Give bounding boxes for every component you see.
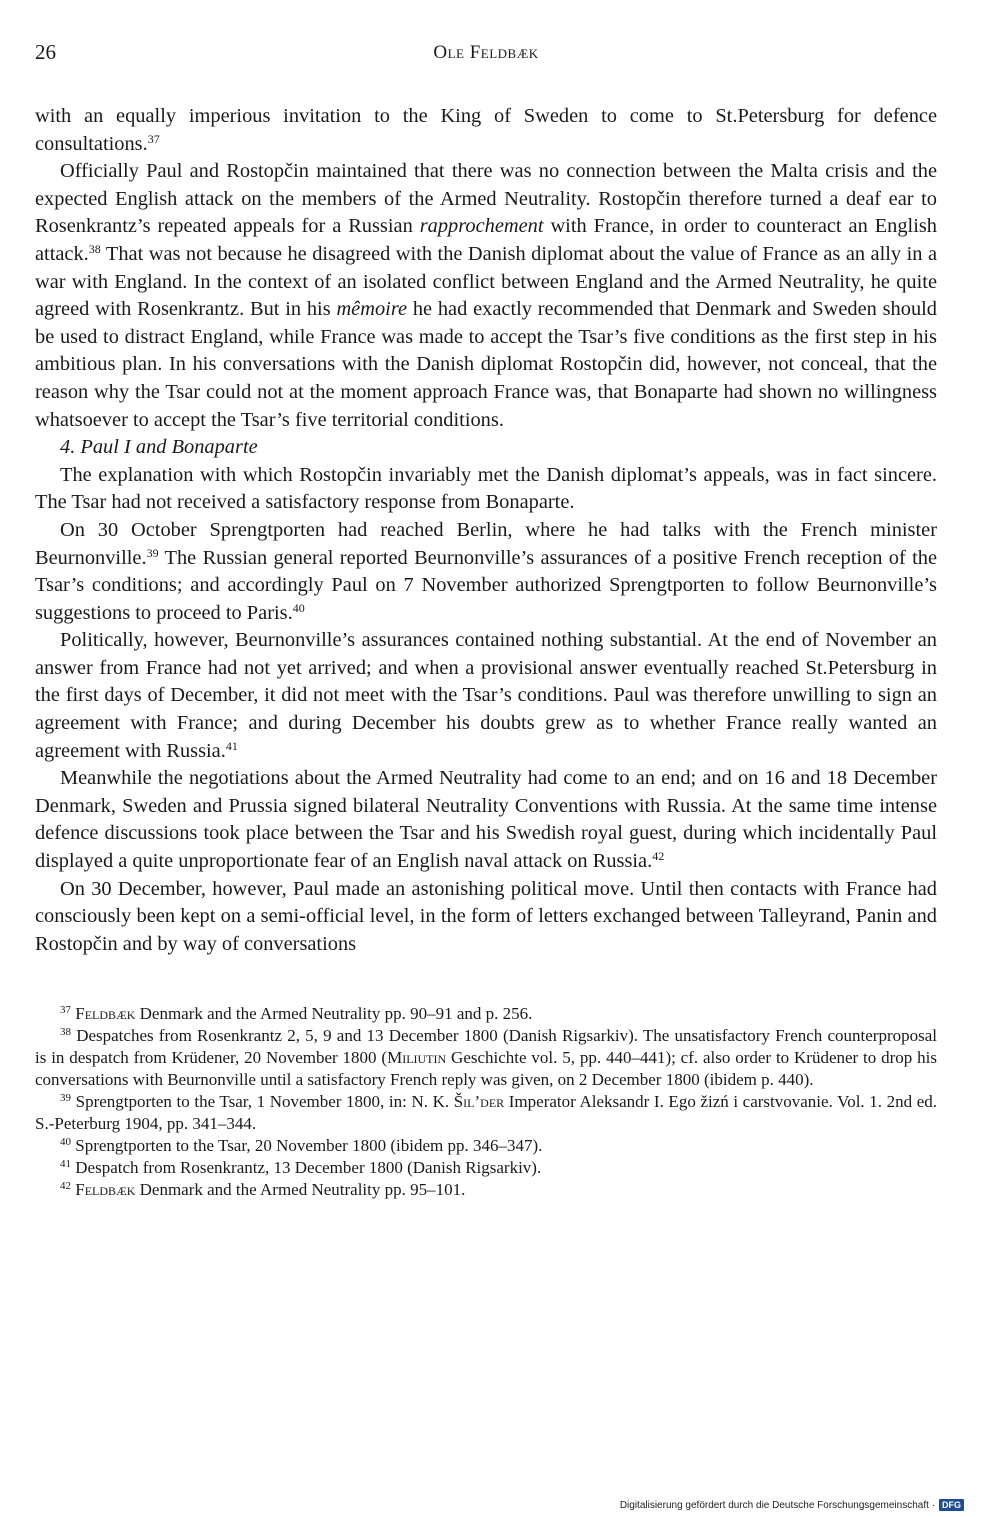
page-header (35, 40, 937, 70)
page (35, 40, 937, 1201)
digitization-credit (620, 1499, 964, 1511)
page-number: 26 (35, 40, 56, 64)
footnote-37: $^{37}$ Feldbæk Denmark and the Armed Neutrality pp. 90–91 and p. 256. (60, 1004, 533, 1024)
body-text (35, 103, 937, 958)
footnote-38: $^{38}$ Despatches from Rosenkrantz 2, 5, 9 and 13 December 1800 (Danish Rigsarkiv). The unsatisfactory French counterproposal is in despatch from Krüdener, 20 November 1800 (Miliutin Geschichte vol. 5, pp. 440–441); cf. also order to Krüdener to drop his conversations with Beurnonville until a satisfactory French reply was given, on 2 December 1800 (ibidem p. 440). (35, 1026, 938, 1090)
paragraph-1: with an equally imperious invitation to the King of Sweden to come to St.Petersburg for defence consultations.$^{37}$ (35, 105, 937, 155)
paragraph-4: On 30 October Sprengtporten had reached Berlin, where he had talks with the French minister Beurnonville.$^{39}$ The Russian general reported Beurnonville’s assurances of a positive French reception of the Tsar’s conditions; and accordingly Paul on 7 November authorized Sprengtporten to follow Beurnonville’s suggestions to proceed to Paris.$^{40}$ (35, 518, 937, 624)
paragraph-2: Officially Paul and Rostopčin maintained that there was no connection between the Malta crisis and the expected English attack on the members of the Armed Neutrality. Rostopčin therefore turned a deaf ear to Rosenkrantz’s repeated appeals for a Russian rapprochement with France, in order to counteract an English attack.$^{38}$ That was not because he disagreed with the Danish diplomat about the value of France as an ally in a war with England. In the context of an isolated conflict between England and the Armed Neutrality, he quite agreed with Rosenkrantz. But in his mêmoire he had exactly recommended that Denmark and Sweden should be used to distract England, while France was made to accept the Tsar’s five conditions as the first step in his ambitious plan. In his conversations with the Danish diplomat Rostopčin did, however, not conceal, that the reason why the Tsar could not at the moment approach France was, that Bonaparte had shown no willingness whatsoever to accept the Tsar’s five territorial conditions. (35, 160, 938, 431)
running-head: Ole Feldbæk (433, 42, 539, 63)
paragraph-7: On 30 December, however, Paul made an astonishing political move. Until then contacts with France had consciously been kept on a semi-official level, in the form of letters exchanged between Talleyrand, Panin and Rostopčin and by way of conversations (35, 877, 937, 955)
footnote-ref-41[interactable]: 41 (225, 738, 238, 753)
footnote-ref-40[interactable]: 40 (292, 600, 305, 615)
credit-text: Digitalisierung gefördert durch die Deutsche Forschungsgemeinschaft · (619, 1499, 935, 1511)
paragraph-5: Politically, however, Beurnonville’s assurances contained nothing substantial. At the end of November an answer from France had not yet arrived; and when a provisional answer eventually reached St.Petersburg in the first days of December, it did not meet with the Tsar’s conditions. Paul was therefore unwilling to sign an agreement with France; and during December his doubts grew as to whether France really wanted an agreement with Russia.$^{41}$ (35, 629, 937, 762)
paragraph-6: Meanwhile the negotiations about the Armed Neutrality had come to an end; and on 16 and 18 December Denmark, Sweden and Prussia signed bilateral Neutrality Conventions with Russia. At the same time intense defence discussions took place between the Tsar and his Swedish royal guest, during which incidentally Paul displayed a quite unproportionate fear of an English naval attack on Russia.$^{42}$ (35, 767, 937, 873)
dfg-logo-icon: DFG (939, 1499, 964, 1511)
footnote-42: $^{42}$ Feldbæk Denmark and the Armed Neutrality pp. 95–101. (60, 1180, 466, 1200)
footnote-41: $^{41}$ Despatch from Rosenkrantz, 13 December 1800 (Danish Rigsarkiv). (60, 1158, 542, 1178)
footnote-40: $^{40}$ Sprengtporten to the Tsar, 20 November 1800 (ibidem pp. 346–347). (60, 1136, 543, 1156)
footnote-ref-39[interactable]: 39 (146, 545, 159, 560)
footnotes (35, 1003, 937, 1201)
footnote-ref-37[interactable]: 37 (147, 131, 160, 146)
footnote-39: $^{39}$ Sprengtporten to the Tsar, 1 November 1800, in: N. K. Šil’der Imperator Aleksandr I. Ego žizń i carstvovanie. Vol. 1. 2nd ed. S.-Peterburg 1904, pp. 341–344. (35, 1092, 938, 1134)
footnote-ref-42[interactable]: 42 (652, 849, 665, 864)
paragraph-3: The explanation with which Rostopčin invariably met the Danish diplomat’s appeals, was in fact sincere. The Tsar had not received a satisfactory response from Bonaparte. (35, 463, 937, 514)
footnote-ref-38[interactable]: 38 (88, 241, 101, 256)
section-heading: 4. Paul I and Bonaparte (60, 436, 258, 459)
